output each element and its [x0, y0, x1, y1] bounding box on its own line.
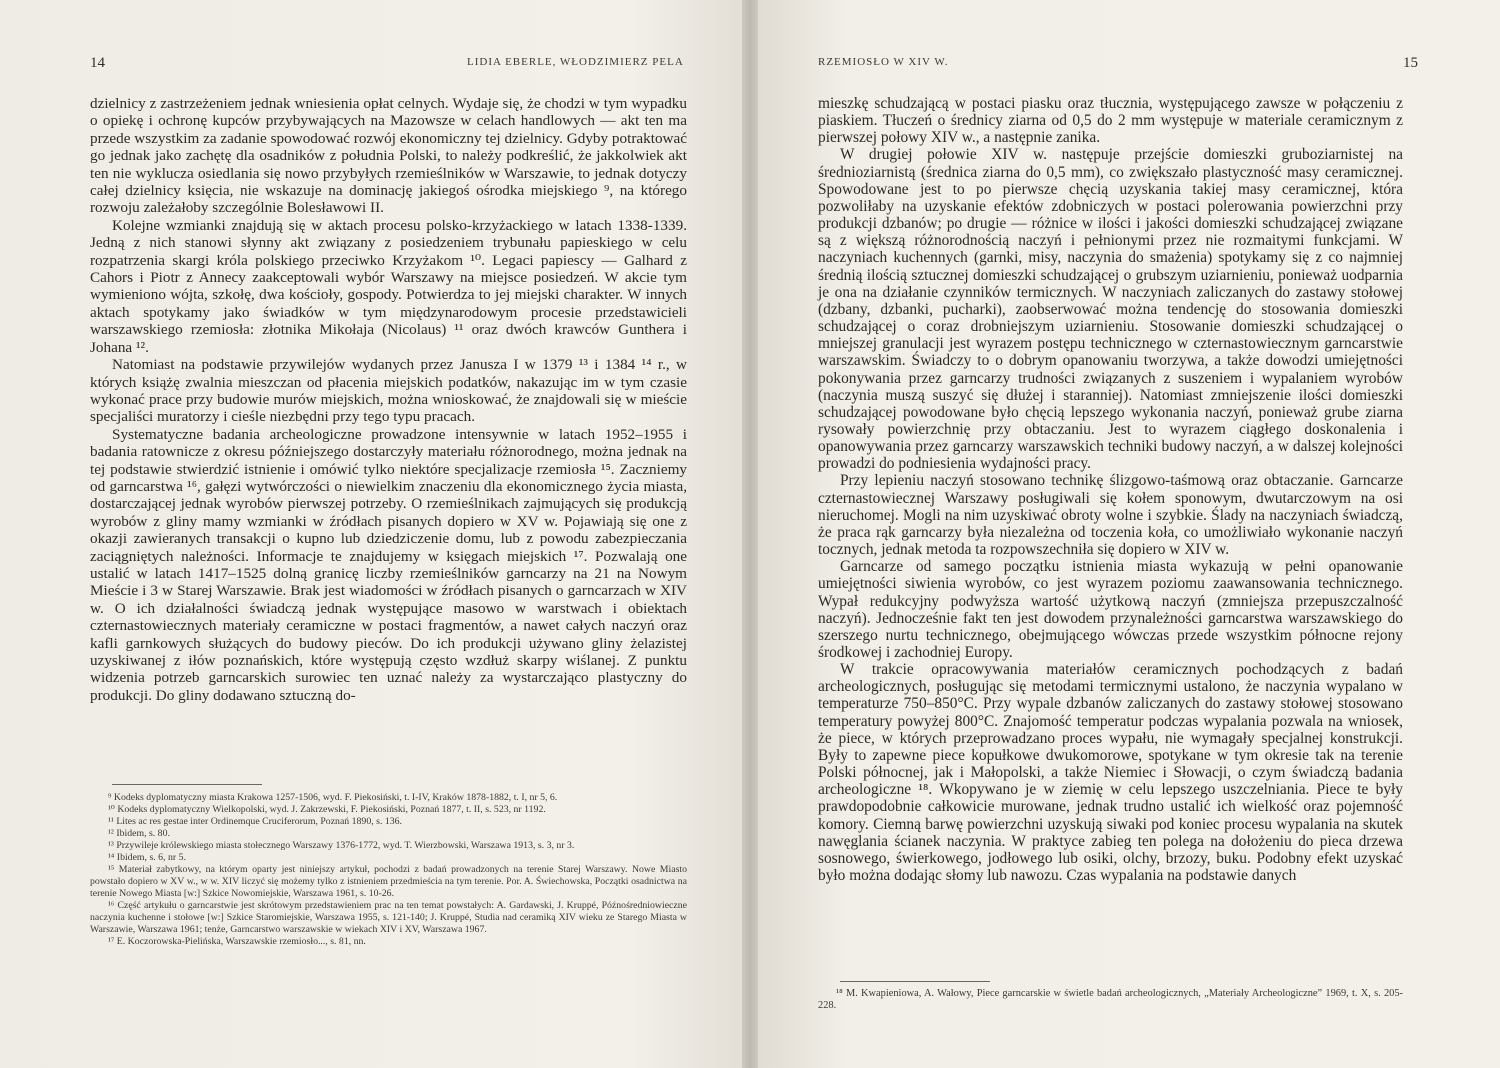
footnote: ¹⁸ M. Kwapieniowa, A. Wałowy, Piece garncarskie w świetle badań archeologicznych, „Materiały Archeologiczne” 1969, t. X, s. 205-228. [818, 988, 1403, 1012]
footnote: ¹⁰ Kodeks dyplomatyczny Wielkopolski, wyd. J. Zakrzewski, F. Piekosiński, Poznań 1877, t. II, s. 523, nr 1192. [108, 804, 546, 815]
main-text [818, 95, 1403, 884]
footnote: ¹¹ Lites ac res gestae inter Ordinemque Cruciferorum, Poznań 1890, s. 136. [108, 816, 402, 827]
running-head: LIDIA EBERLE, WŁODZIMIERZ PELA [467, 56, 684, 68]
paragraph: Garncarze od samego początku istnienia miasta wykazują w pełni opanowanie umiejętności siwienia wyrobów, co jest wyrazem poziomu zaawansowania technicznego. Wypał redukcyjny podwyższa wartość użytkową naczyń (zmniejsza przepuszczalność naczyń). Jednocześnie fakt ten jest dowodem przynależności garncarstwa warszawskiego do szerszego nurtu technicznego, obejmującego wówczas przede wszystkim północne rejony środkowej i zachodniej Europy. [818, 558, 1403, 661]
left-page [0, 0, 742, 1068]
page-number: 14 [90, 55, 105, 71]
paragraph: mieszkę schudzającą w postaci piasku oraz tłucznia, występującego zawsze w połączeniu z piaskiem. Tłuczeń o średnicy ziarna od 0,5 do 2 mm występuje w materiale ceramicznym z pierwszej połowy XIV w., a następnie zanika. [818, 95, 1403, 147]
paragraph: Natomiast na podstawie przywilejów wydanych przez Janusza I w 1379 ¹³ i 1384 ¹⁴ r., w których książę zwalnia mieszczan od płacenia miejskich podatków, nakazując im w tym czasie wykonać prace przy budowie murów miejskich, można wnioskować, że znajdowali się w mieście specjaliści muratorzy i cieśle niezbędni przy tego typu pracach. [90, 356, 687, 426]
paragraph: Przy lepieniu naczyń stosowano technikę ślizgowo-taśmową oraz obtaczanie. Garncarze czternastowiecznej Warszawy posługiwali się kołem sponowym, dwutarczowym na osi nieruchomej. Mogli na nim uzyskiwać obroty wolne i szybkie. Ślady na naczyniach świadczą, że praca rąk garncarzy była niezależna od toczenia koła, co umożliwiało wykonanie naczyń tocznych, jednak metoda ta rozpowszechniła się dopiero w XIV w. [818, 472, 1403, 559]
paragraph: dzielnicy z zastrzeżeniem jednak wniesienia opłat celnych. Wydaje się, że chodzi w tym wypadku o opiekę i ochronę kupców przybywających na Mazowsze w celach handlowych — akt ten ma przede wszystkim za zadanie spowodować rozwój ekonomiczny tej dzielnicy. Gdyby potraktować go jednak jako zachętę dla osadników z południa Polski, to należy podkreślić, że jakkolwiek akt ten nie wyklucza osiedlania się nowo przybyłych rzemieślników w Warszawie, to jednak dotyczy całej dzielnicy księcia, nie wskazuje na dominację jakiegoś ośrodka miejskiego ⁹, na którego rozwoju zależałoby szczególnie Bolesławowi II. [90, 95, 687, 217]
footnote: ¹⁶ Część artykułu o garncarstwie jest skrótowym przedstawieniem prac na ten temat powstałych: A. Gardawski, J. Kruppé, Późnośredniowieczne naczynia kuchenne i stołowe [w:] Szkice Staromiejskie, Warszawa 1955, s. 121-140; J. Kruppé, Studia nad ceramiką XIV wieku ze Starego Miasta w Warszawie, Warszawa 1961; tenże, Garncarstwo warszawskie w wiekach XIV i XV, Warszawa 1967. [90, 900, 687, 935]
main-text [90, 95, 687, 704]
footnotes [90, 792, 687, 948]
footnote: ¹³ Przywileje królewskiego miasta stołecznego Warszawy 1376-1772, wyd. T. Wierzbowski, Warszawa 1913, s. 3, nr 3. [108, 840, 575, 851]
right-page [758, 0, 1500, 1068]
footnote: ¹² Ibidem, s. 80. [108, 828, 170, 839]
paragraph: W trakcie opracowywania materiałów ceramicznych pochodzących z badań archeologicznych, posługując się metodami termicznymi ustalono, że naczynia wypalano w temperaturze 750–850°C. Przy wypale dzbanów zaliczanych do zastawy stołowej stosowano temperatury powyżej 800°C. Znajomość temperatur podczas wypalania pozwala na wniosek, że piece, w których przeprowadzano proces wypału, nie wymagały specjalnej konstrukcji. Były to zapewne piece kopułkowe dwukomorowe, spotykane w tym okresie tak na terenie Polski północnej, jak i Małopolski, a także Niemiec i Słowacji, o czym świadczą badania archeologiczne ¹⁸. Wkopywano je w ziemię w celu lepszego uszczelniania. Piece te były prawdopodobnie całkowicie murowane, jednak trudno ustalić ich wielkość oraz pojemność komory. Ciemną barwę powierzchni uzyskują siwaki pod koniec procesu wypalania na skutek nawęglania ścianek naczynia. W praktyce zabieg ten polega na dołożeniu do pieca drzewa sosnowego, świerkowego, jodłowego lub osiki, olchy, brzozy, buku. Podobny efekt uzyskać było można dodając słomy lub nawozu. Czas wypalania na podstawie danych [818, 661, 1403, 885]
footnote: ⁹ Kodeks dyplomatyczny miasta Krakowa 1257-1506, wyd. F. Piekosiński, t. I-IV, Kraków 1878-1882, t. I, nr 5, 6. [108, 792, 558, 803]
footnote-divider [112, 784, 262, 785]
running-head: RZEMIOSŁO W XIV W. [818, 56, 949, 68]
footnote-divider [840, 981, 990, 982]
paragraph: W drugiej połowie XIV w. następuje przejście domieszki gruboziarnistej na średnioziarnistą (średnica ziarna do 0,5 mm), co zwiększało plastyczność masy ceramicznej. Spowodowane jest to po pierwsze chęcią uzyskania takiej masy ceramicznej, która pozwoliłaby na uzyskanie efektów zdobniczych w postaci polerowania powierzchni przy produkcji dzbanów; po drugie — różnice w ilości i jakości domieszki schudzającej związane są z większą różnorodnością naczyń i pełnionymi przez nie rozmaitymi funkcjami. W naczyniach kuchennych (garnki, misy, naczynia do smażenia) spotykamy się z co najmniej średnią ilością sztucznej domieszki schudzającej o grubszym uziarnieniu, ponieważ uodparnia je ona na działanie czynników termicznych. W naczyniach zaliczanych do zastawy stołowej (dzbany, dzbanki, pucharki), zaobserwować można tendencję do stosowania domieszki schudzającej o coraz drobniejszym uziarnieniu. Stosowanie domieszki schudzającej o mniejszej granulacji jest wyrazem postępu technicznego w czternastowiecznym garncarstwie warszawskim. Świadczy to o dobrym opanowaniu tworzywa, a także dowodzi umiejętności pokonywania przez garncarzy trudności związanych z suszeniem i wypalaniem wyrobów (naczynia muszą suszyć się dłużej i staranniej). Natomiast zmniejszenie ilości domieszki schudzającej powodowane było chęcią lepszego wykonania naczyń, ponieważ grube ziarna rysowały powierzchnię przy obtaczaniu. Jest to wyrazem ciągłego doskonalenia i opanowywania przez garncarzy warszawskich techniki budowy naczyń, a w dalszej kolejności prowadzi do podniesienia wydajności pracy. [818, 146, 1403, 473]
footnote: ¹⁴ Ibidem, s. 6, nr 5. [108, 852, 186, 863]
paragraph: Kolejne wzmianki znajdują się w aktach procesu polsko-krzyżackiego w latach 1338-1339. Jedną z nich stanowi słynny akt związany z posiedzeniem trybunału papieskiego w celu rozpatrzenia skargi króla polskiego przeciwko Krzyżakom ¹⁰. Legaci papiescy — Galhard z Cahors i Piotr z Annecy zaakceptowali wybór Warszawy na miejsce posiedzeń. W akcie tym wymieniono wójta, szkołę, dwa kościoły, gospody. Potwierdza to jej miejski charakter. W innych aktach spotykamy jako świadków w tym międzynarodowym procesie przedstawicieli warszawskiego rzemiosła: złotnika Mikołaja (Nicolaus) ¹¹ oraz dwóch krawców Gunthera i Johana ¹². [90, 216, 687, 356]
footnote: ¹⁷ E. Koczorowska-Pielińska, Warszawskie rzemiosło..., s. 81, nn. [108, 936, 366, 947]
page-number: 15 [1403, 55, 1418, 71]
paragraph: Systematyczne badania archeologiczne prowadzone intensywnie w latach 1952–1955 i badania ratownicze z okresu późniejszego dostarczyły materiału różnorodnego, można jednak na tej podstawie stwierdzić istnienie i omówić tylko niektóre specjalizacje rzemiosła ¹⁵. Zaczniemy od garncarstwa ¹⁶, gałęzi wytwórczości o niewielkim znaczeniu dla ekonomicznego życia miasta, dostarczającej jednak wyrobów pierwszej potrzeby. O rzemieślnikach zajmujących się produkcją wyrobów z gliny mamy wzmianki w źródłach pisanych dopiero w XV w. Pojawiają się one z okazji zawieranych transakcji o kupno lub dziedziczenie domu, lub z powodu zabezpieczania zaciągniętych należności. Informacje te znajdujemy w księgach miejskich ¹⁷. Pozwalają one ustalić w latach 1417–1525 dolną granicę liczby rzemieślników garncarzy na 21 na Nowym Mieście i 3 w Starej Warszawie. Brak jest wiadomości w źródłach pisanych o garncarzach w XIV w. O ich działalności świadczą jednak występujące masowo w warstwach i obiektach czternastowiecznych materiały ceramiczne w postaci fragmentów, a nawet całych naczyń oraz kafli garnkowych służących do budowy pieców. Do ich produkcji używano gliny żelazistej uzyskiwanej z iłów poznańskich, które występują często wzdłuż skarpy wiślanej. Z punktu widzenia potrzeb garncarskich surowiec ten uznać należy za wystarczająco plastyczny do produkcji. Do gliny dodawano sztuczną do- [90, 425, 687, 704]
book-gutter [742, 0, 758, 1068]
footnotes [818, 988, 1403, 1013]
footnote: ¹⁵ Materiał zabytkowy, na którym oparty jest niniejszy artykuł, pochodzi z badań prowadzonych na terenie Starej Warszawy. Nowe Miasto powstało dopiero w XV w., w w. XIV liczyć się możemy tylko z istnieniem przedmieścia na tym terenie. Por. A. Świechowska, Początki osadnictwa na terenie Nowego Miasta [w:] Szkice Nowomiejskie, Warszawa 1961, s. 10-26. [90, 864, 687, 899]
